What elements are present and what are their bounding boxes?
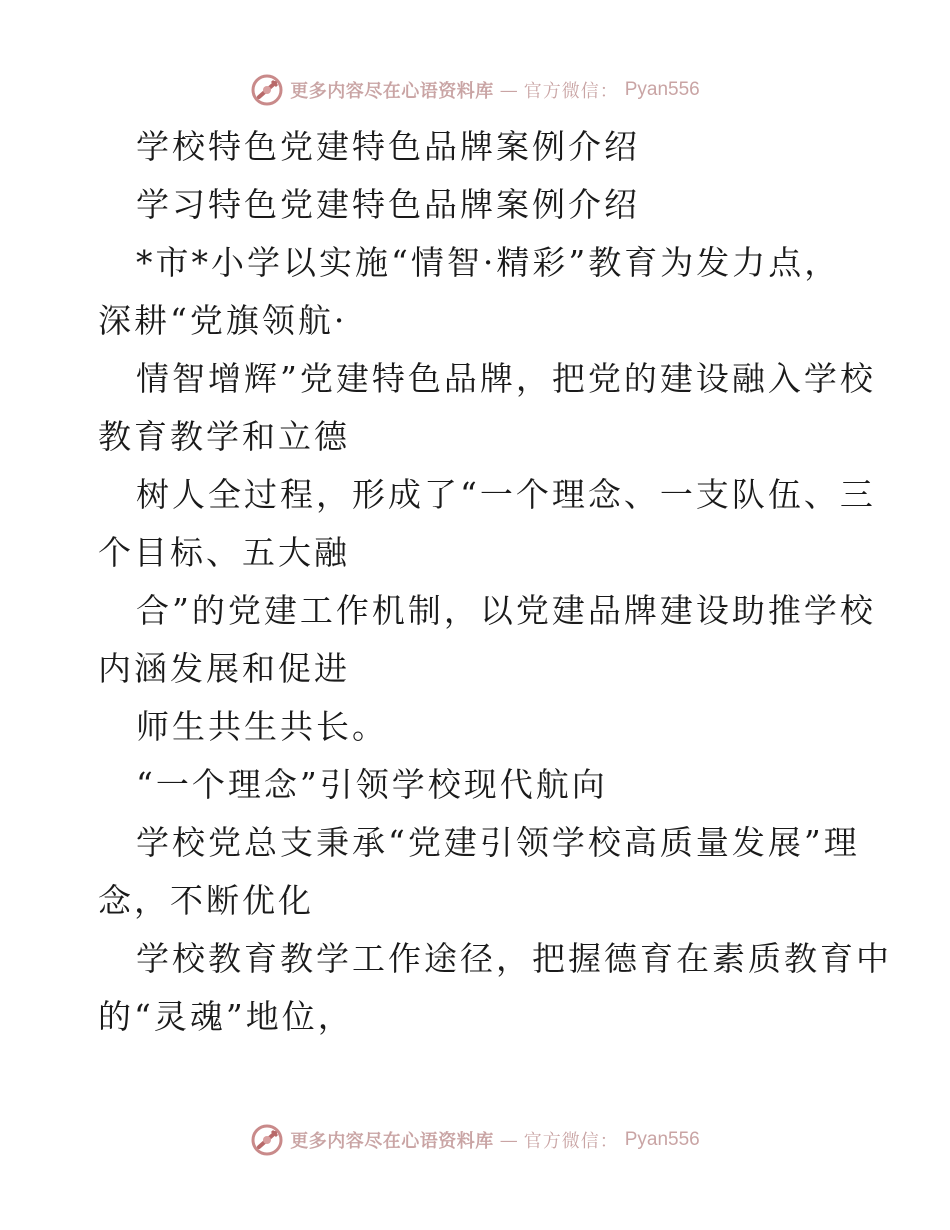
banner-separator: — [499, 79, 518, 101]
paragraph-line: 个目标、五大融 [98, 533, 350, 572]
paragraph-line: 教育教学和立德 [98, 417, 350, 456]
section-heading: “一个理念”引领学校现代航向 [136, 765, 608, 804]
paragraph-line: 合”的党建工作机制，以党建品牌建设助推学校 [136, 591, 876, 630]
document-subtitle: 学习特色党建特色品牌案例介绍 [136, 185, 640, 224]
banner-wechat-label: 官方微信： [523, 1131, 619, 1152]
banner-wechat-label: 官方微信： [523, 81, 619, 102]
brand-logo-icon [250, 73, 284, 107]
banner-separator: — [499, 1129, 518, 1151]
paragraph-line: 内涵发展和促进 [98, 649, 350, 688]
paragraph-line: 学校党总支秉承“党建引领学校高质量发展”理 [136, 823, 860, 862]
paragraph-line: 树人全过程，形成了“一个理念、一支队伍、三 [136, 475, 876, 514]
banner-site-text: 更多内容尽在心语资料库 [290, 81, 494, 102]
paragraph-line: 念，不断优化 [98, 881, 314, 920]
footer-banner [0, 1120, 950, 1160]
paragraph-line: 学校教育教学工作途径，把握德育在素质教育中 [136, 939, 892, 978]
document-body [98, 118, 892, 1046]
paragraph-line: 师生共生共长。 [136, 707, 388, 746]
paragraph-line: 情智增辉”党建特色品牌，把党的建设融入学校 [136, 359, 876, 398]
banner-wechat-id: Pyan556 [624, 1129, 700, 1150]
brand-logo-icon [250, 1123, 284, 1157]
paragraph-line: 深耕“党旗领航· [98, 301, 348, 340]
document-title: 学校特色党建特色品牌案例介绍 [136, 127, 640, 166]
header-banner [0, 70, 950, 110]
paragraph-line: *市*小学以实施“情智·精彩”教育为发力点， [136, 243, 841, 282]
banner-site-text: 更多内容尽在心语资料库 [290, 1131, 494, 1152]
banner-wechat-id: Pyan556 [624, 79, 700, 100]
paragraph-line: 的“灵魂”地位， [98, 997, 354, 1036]
